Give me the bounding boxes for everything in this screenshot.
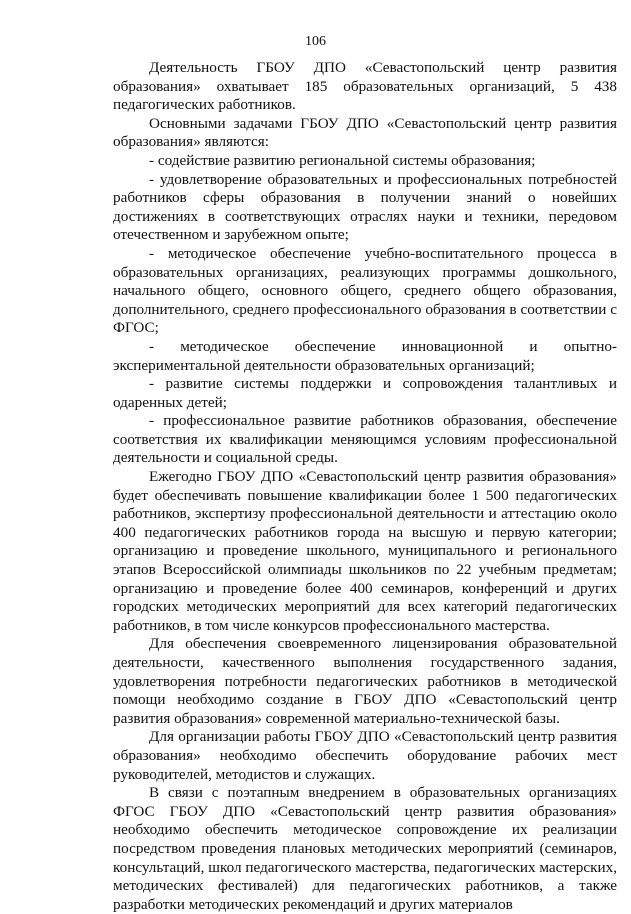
- list-item-task: - методическое обеспечение учебно-воспитательного процесса в образовательных организациях, реализующих программы дошкольного, начального общего, основного общего, среднего общего образования, дополнительного, среднего профессионального образования в соответствии с ФГОС;: [113, 244, 617, 337]
- paragraph-workplaces: Для организации работы ГБОУ ДПО «Севастопольский центр развития образования» необходимо обеспечить оборудование рабочих мест руководителей, методистов и служащих.: [113, 728, 617, 783]
- paragraph-licensing: Для обеспечения своевременного лицензирования образовательной деятельности, качественного выполнения государственного задания, удовлетворения потребности педагогических работников в методической помощи необходимо создание в ГБОУ ДПО «Севастопольский центр развития образования» современной материально-технической базы.: [113, 635, 617, 727]
- paragraph-fgos-support: В связи с поэтапным внедрением в образовательных организациях ФГОС ГБОУ ДПО «Севастопольский центр развития образования» необходимо обеспечить методическое сопровождение их реализации посредством проведения плановых методических мероприятий (семинаров, консультаций, школ педагогического мастерства, педагогических мастерских, методических фестивалей) для педагогических работников, а также разработки методических рекомендаций и других материалов: [113, 784, 617, 913]
- list-item-task: - развитие системы поддержки и сопровождения талантливых и одаренных детей;: [113, 375, 617, 411]
- list-item-task: - методическое обеспечение инновационной и опытно-экспериментальной деятельности образовательных организаций;: [113, 337, 617, 374]
- paragraph-coverage: Деятельность ГБОУ ДПО «Севастопольский центр развития образования» охватывает 185 образовательных организаций, 5 438 педагогических работников.: [113, 59, 617, 114]
- page-number: 106: [305, 34, 326, 49]
- paragraph-tasks-intro: Основными задачами ГБОУ ДПО «Севастопольский центр развития образования» являются:: [113, 114, 617, 151]
- list-item-task: - профессиональное развитие работников образования, обеспечение соответствия их квалификации меняющимся условиям профессиональной деятельности и социальной среды.: [113, 412, 617, 467]
- list-item-task: - удовлетворение образовательных и профессиональных потребностей работников сферы образования в получении знаний о новейших достижениях в соответствующих отраслях науки и техники, передовом отечественном и зарубежном опыте;: [113, 170, 617, 244]
- paragraph-annual-plan: Ежегодно ГБОУ ДПО «Севастопольский центр развития образования» будет обеспечивать повышение квалификации более 1 500 педагогических работников, экспертизу профессиональной деятельности и аттестацию около 400 педагогических работников города на высшую и первую категории; организацию и проведение школьного, муниципального и регионального этапов Всероссийской олимпиады школьников по 22 учебным предметам; организацию и проведение более 400 семинаров, конференций и других городских методических мероприятий для всех категорий педагогических работников, в том числе конкурсов профессионального мастерства.: [113, 468, 617, 634]
- document-body: [113, 59, 617, 914]
- list-item-task: - содействие развитию региональной системы образования;: [149, 151, 536, 169]
